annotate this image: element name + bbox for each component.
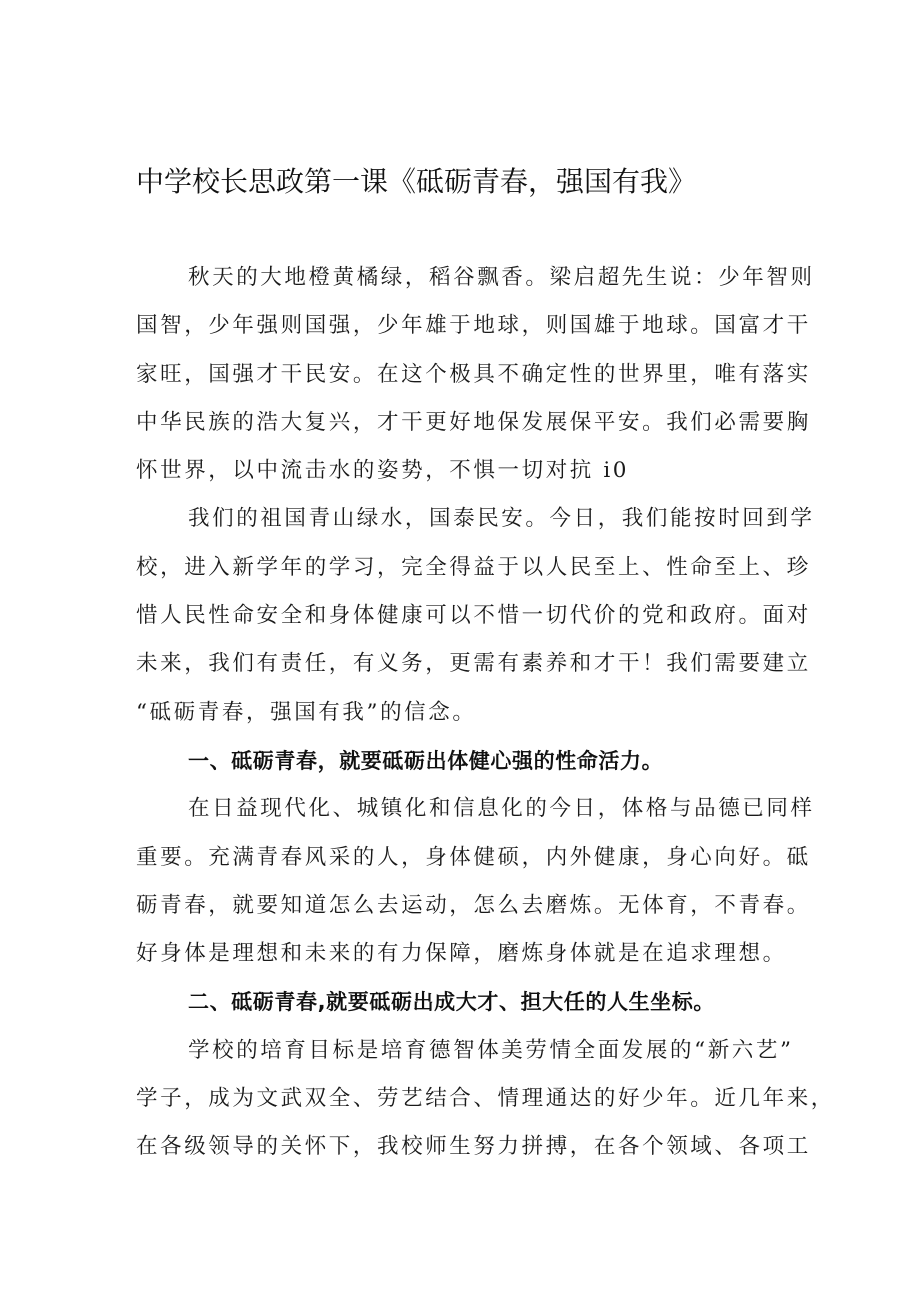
paragraph-2-line-5: “砥砺青春，强国有我”的信念。	[136, 699, 477, 725]
paragraph-1-line-3: 家旺，国强才干民安。在这个极具不确定性的世界里，唯有落实	[136, 361, 811, 387]
paragraph-1-line-2: 国智，少年强则国强，少年雄于地球，则国雄于地球。国富才干	[136, 313, 811, 339]
paragraph-1-line-4: 中华民族的浩大复兴，才干更好地保发展保平安。我们必需要胸	[136, 409, 811, 435]
paragraph-2-line-3: 惜人民性命安全和身体健康可以不惜一切代价的党和政府。面对	[136, 603, 811, 629]
paragraph-3-line-3: 砺青春，就要知道怎么去运动，怎么去磨炼。无体育，不青春。	[136, 892, 811, 918]
paragraph-1-line-1: 秋天的大地橙黄橘绿，稻谷飘香。梁启超先生说：少年智则	[188, 265, 815, 290]
paragraph-2-line-4: 未来，我们有责任，有义务，更需有素养和才干！我们需要建立	[136, 651, 811, 677]
paragraph-1-line-5: 怀世界，以中流击水的姿势，不惧一切对抗 i0	[136, 458, 630, 484]
paragraph-4-line-1: 学校的培育目标是培育德智体美劳情全面发展的“新六艺”	[188, 1037, 794, 1063]
paragraph-4-line-3: 在各级领导的关怀下，我校师生努力拼搏，在各个领域、各项工	[136, 1134, 811, 1160]
paragraph-2-line-1: 我们的祖国青山绿水，国泰民安。今日，我们能按时回到学	[188, 506, 815, 532]
document-body	[136, 258, 835, 1176]
document-title: 中学校长思政第一课《砥砺青春，强国有我》	[136, 165, 697, 198]
section-heading-2: 二、砥砺青春,就要砥砺出成大才、担大任的人生坐标。	[188, 990, 715, 1015]
section-heading-1: 一、砥砺青春，就要砥砺出体健心强的性命活力。	[188, 748, 664, 773]
paragraph-2-line-2: 校，进入新学年的学习，完全得益于以人民至上、性命至上、珍	[136, 554, 811, 580]
paragraph-4-line-2: 学子，成为文武双全、劳艺结合、情理通达的好少年。近几年来，	[136, 1086, 835, 1112]
paragraph-3-line-4: 好身体是理想和未来的有力保障，磨炼身体就是在追求理想。	[136, 941, 787, 967]
paragraph-3-line-2: 重要。充满青春风采的人，身体健硕，内外健康，身心向好。砥	[136, 844, 811, 870]
paragraph-3-line-1: 在日益现代化、城镇化和信息化的今日，体格与品德已同样	[188, 796, 815, 822]
